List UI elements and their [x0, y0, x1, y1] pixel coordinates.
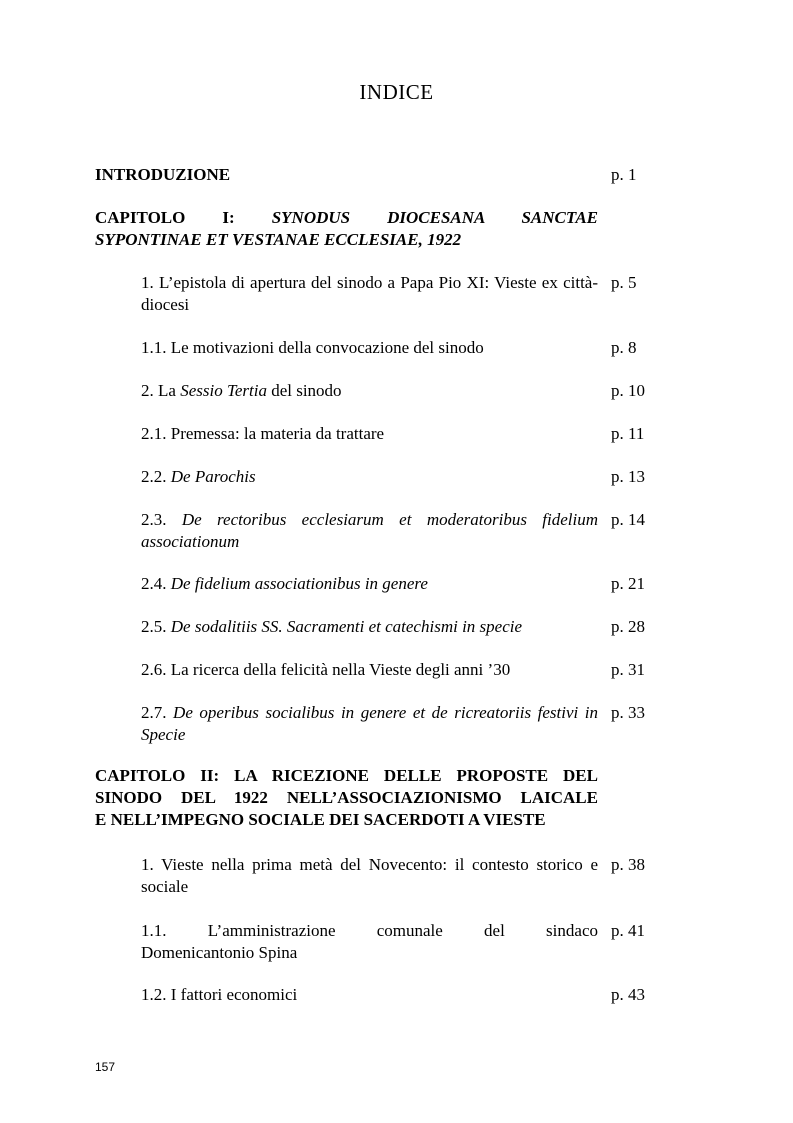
chapter-2-line-1: CAPITOLO II: LA RICEZIONE DELLE PROPOSTE DEL [95, 766, 598, 785]
toc-entry-text: 1.2. I fattori economici [141, 985, 298, 1004]
chapter-1-title-l2: SYPONTINAE ET VESTANAE ECCLESIAE, 1922 [95, 230, 462, 249]
toc-page-number: p. 5 [611, 273, 637, 292]
toc-entry[interactable] [0, 272, 793, 316]
page-title: INDICE [359, 80, 434, 104]
toc-entry-text [141, 702, 598, 746]
toc-entry-text [141, 509, 598, 553]
toc-entry-text [141, 380, 598, 402]
toc-entry[interactable] [0, 509, 793, 553]
toc-entry-italic: De fidelium associationibus in genere [170, 574, 428, 593]
toc-page-number: p. 14 [611, 510, 645, 529]
toc-entry-text [141, 616, 598, 638]
toc-page-number: p. 8 [611, 338, 637, 357]
toc-entry-prefix: 2.3. [141, 510, 182, 529]
toc-entry-italic: De operibus socialibus in genere et de ricreatoriis festivi in Specie [141, 703, 598, 744]
toc-entry-prefix: 2. La [141, 381, 181, 400]
toc-entry[interactable] [0, 854, 793, 898]
chapter-2-line-2: SINODO DEL 1922 NELL’ASSOCIAZIONISMO LAICALE [95, 788, 598, 807]
toc-entry[interactable] [0, 659, 793, 681]
toc-entry-italic: De sodalitiis SS. Sacramenti et catechismi in specie [170, 617, 523, 636]
toc-page-number: p. 11 [611, 424, 645, 443]
chapter-1-label: CAPITOLO I: [95, 208, 235, 227]
footer-page-number: 157 [95, 1060, 116, 1074]
toc-entry[interactable] [0, 573, 793, 595]
toc-entry-suffix: del sinodo [266, 381, 342, 400]
toc-entry-prefix: 2.4. [141, 574, 171, 593]
toc-entry[interactable] [0, 380, 793, 402]
toc-entry-prefix: 2.7. [141, 703, 174, 722]
toc-page-number: p. 41 [611, 921, 645, 940]
toc-entry-line-1: 1.1. L’amministrazione comunale del sindaco [141, 921, 598, 940]
toc-entry-prefix: 2.5. [141, 617, 171, 636]
toc-entry[interactable] [0, 920, 793, 964]
toc-entry-italic: Sessio Tertia [180, 381, 267, 400]
toc-entry-text [141, 573, 598, 595]
toc-entry-italic: De rectoribus ecclesiarum et moderatoribus fidelium associationum [141, 510, 599, 551]
toc-entry-text: 2.1. Premessa: la materia da trattare [141, 424, 385, 443]
toc-chapter-1[interactable] [0, 207, 793, 251]
chapter-2-line-3: E NELL’IMPEGNO SOCIALE DEI SACERDOTI A VIESTE [95, 810, 546, 829]
toc-entry-line-2: Domenicantonio Spina [141, 943, 298, 962]
toc-page-number: p. 28 [611, 617, 645, 636]
toc-entry-text: 1. L’epistola di apertura del sinodo a Papa Pio XI: Vieste ex città-diocesi [141, 273, 598, 314]
chapter-1-line-1 [95, 207, 598, 229]
toc-page-number: p. 38 [611, 855, 645, 874]
toc-entry-introduzione[interactable] [0, 164, 793, 186]
toc-entry-italic: De Parochis [170, 467, 256, 486]
toc-entry[interactable] [0, 702, 793, 746]
toc-page-number: p. 10 [611, 381, 645, 400]
toc-entry-text: 2.6. La ricerca della felicità nella Vieste degli anni ’30 [141, 660, 511, 679]
toc-chapter-2[interactable] [0, 765, 793, 831]
chapter-1-title-l1: SYNODUS DIOCESANA SANCTAE [271, 208, 598, 227]
toc-entry[interactable] [0, 423, 793, 445]
toc-page-number: p. 31 [611, 660, 645, 679]
toc-entry-text: 1.1. Le motivazioni della convocazione del sinodo [141, 338, 484, 357]
toc-entry-text: INTRODUZIONE [95, 165, 231, 184]
toc-entry[interactable] [0, 337, 793, 359]
toc-entry[interactable] [0, 616, 793, 638]
toc-entry[interactable] [0, 466, 793, 488]
toc-page-number: p. 21 [611, 574, 645, 593]
toc-page-number: p. 43 [611, 985, 645, 1004]
toc-page-number: p. 13 [611, 467, 645, 486]
toc-entry-text [141, 466, 598, 488]
toc-page-number: p. 1 [611, 165, 637, 184]
toc-entry[interactable] [0, 984, 793, 1006]
toc-page-number: p. 33 [611, 703, 645, 722]
toc-entry-prefix: 2.2. [141, 467, 171, 486]
toc-entry-text: 1. Vieste nella prima metà del Novecento: il contesto storico e sociale [141, 855, 598, 896]
